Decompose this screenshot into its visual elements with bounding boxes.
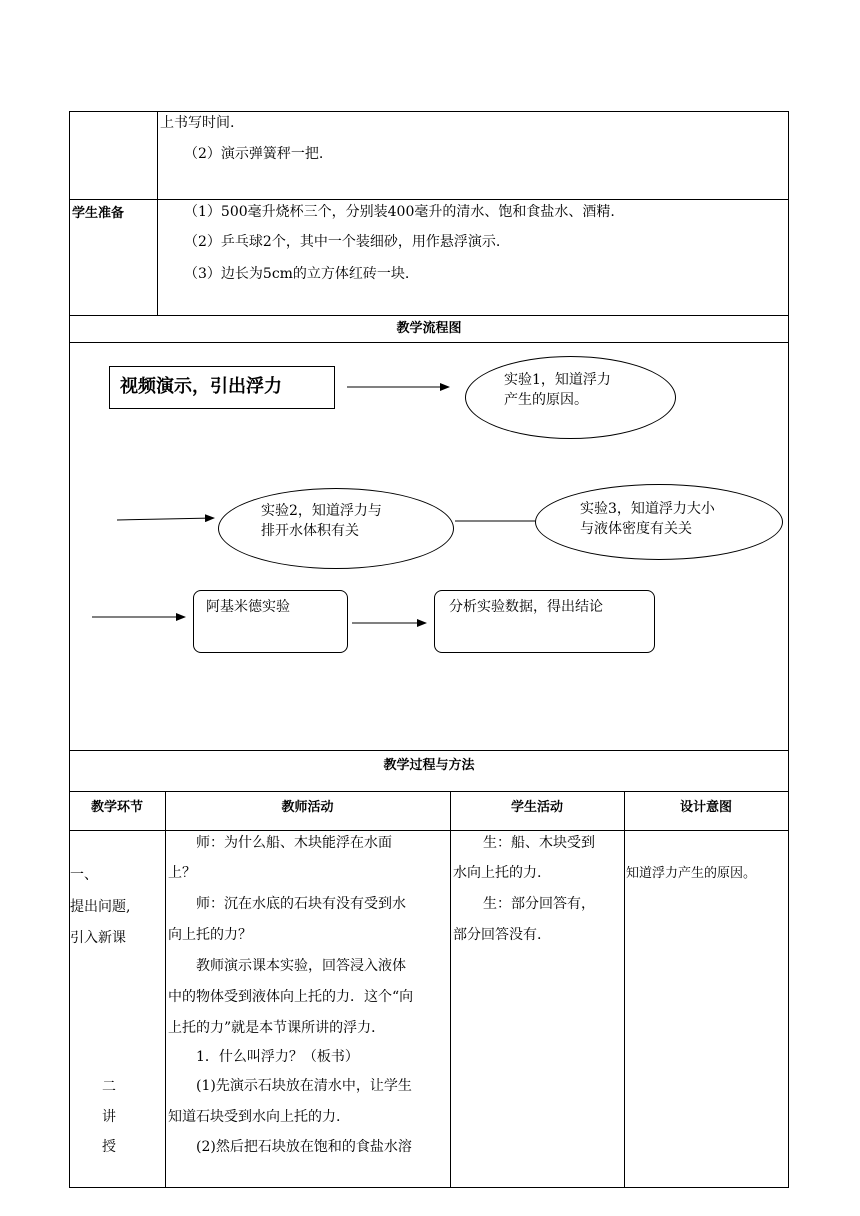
student-line: 生：部分回答有， xyxy=(483,896,595,912)
teacher-line: 教师演示课本实验，回答浸入液体 xyxy=(196,958,406,974)
teacher-line: 1．什么叫浮力？（板书） xyxy=(196,1049,359,1065)
col-header-student: 学生活动 xyxy=(510,800,563,815)
teacher-line: 上托的力”就是本节课所讲的浮力． xyxy=(168,1020,386,1036)
teacher-line: 师：为什么船、木块能浮在水面 xyxy=(196,835,392,851)
stage-2-number: 二 xyxy=(102,1079,116,1095)
stage-2-line-2: 授 xyxy=(102,1139,116,1155)
stage-2-line-1: 讲 xyxy=(102,1109,116,1125)
stage-1-line-1: 提出问题, xyxy=(70,899,131,915)
flow-node-analyze-data: 分析实验数据，得出结论 xyxy=(434,590,655,653)
stage-1-number: 一、 xyxy=(70,867,98,883)
teacher-line: 上？ xyxy=(168,865,196,881)
flow-node-experiment-1: 实验1，知道浮力 产生的原因。 xyxy=(465,356,676,439)
teacher-prep-continued-text: 上书写时间. xyxy=(160,115,235,131)
col-header-teacher: 教师活动 xyxy=(281,800,334,815)
teacher-line: 知道石块受到水向上托的力. xyxy=(168,1109,341,1125)
stage-1-line-2: 引入新课 xyxy=(70,930,126,946)
flow-node-experiment-3: 实验3，知道浮力大小 与液体密度有关关 xyxy=(535,484,783,560)
flow-node-video-demo: 视频演示，引出浮力 xyxy=(109,366,335,409)
student-line: 水向上托的力. xyxy=(453,865,542,881)
flow-chart-heading: 教学流程图 xyxy=(396,321,462,336)
student-prep-label: 学生准备 xyxy=(72,206,125,221)
teacher-line: (2)然后把石块放在饱和的食盐水溶 xyxy=(196,1139,412,1155)
process-heading: 教学过程与方法 xyxy=(383,758,475,773)
flow-node-archimedes: 阿基米德实验 xyxy=(193,590,348,653)
teacher-line: 师：沉在水底的石块有没有受到水 xyxy=(196,896,406,912)
col-header-intent: 设计意图 xyxy=(679,800,732,815)
student-prep-item-1: （1）500毫升烧杯三个，分别装400毫升的清水、饱和食盐水、酒精. xyxy=(184,204,615,220)
col-header-stage: 教学环节 xyxy=(90,800,143,815)
arrow-into-exp2 xyxy=(117,518,214,520)
teacher-line: 中的物体受到液体向上托的力．这个“向 xyxy=(168,989,414,1005)
student-prep-item-2: （2）乒乓球2个，其中一个装细砂，用作悬浮演示. xyxy=(184,234,501,250)
student-line: 生：船、木块受到 xyxy=(483,835,595,851)
student-prep-item-3: （3）边长为5cm的立方体红砖一块. xyxy=(184,266,410,282)
flow-node-experiment-2: 实验2，知道浮力与 排开水体积有关 xyxy=(218,488,454,569)
teacher-line: 向上托的力？ xyxy=(168,927,252,943)
teacher-line: (1)先演示石块放在清水中，让学生 xyxy=(196,1078,412,1094)
teacher-prep-item-2: （2）演示弹簧秤一把. xyxy=(184,146,324,162)
student-line: 部分回答没有. xyxy=(453,927,542,943)
design-intent: 知道浮力产生的原因。 xyxy=(626,866,757,881)
